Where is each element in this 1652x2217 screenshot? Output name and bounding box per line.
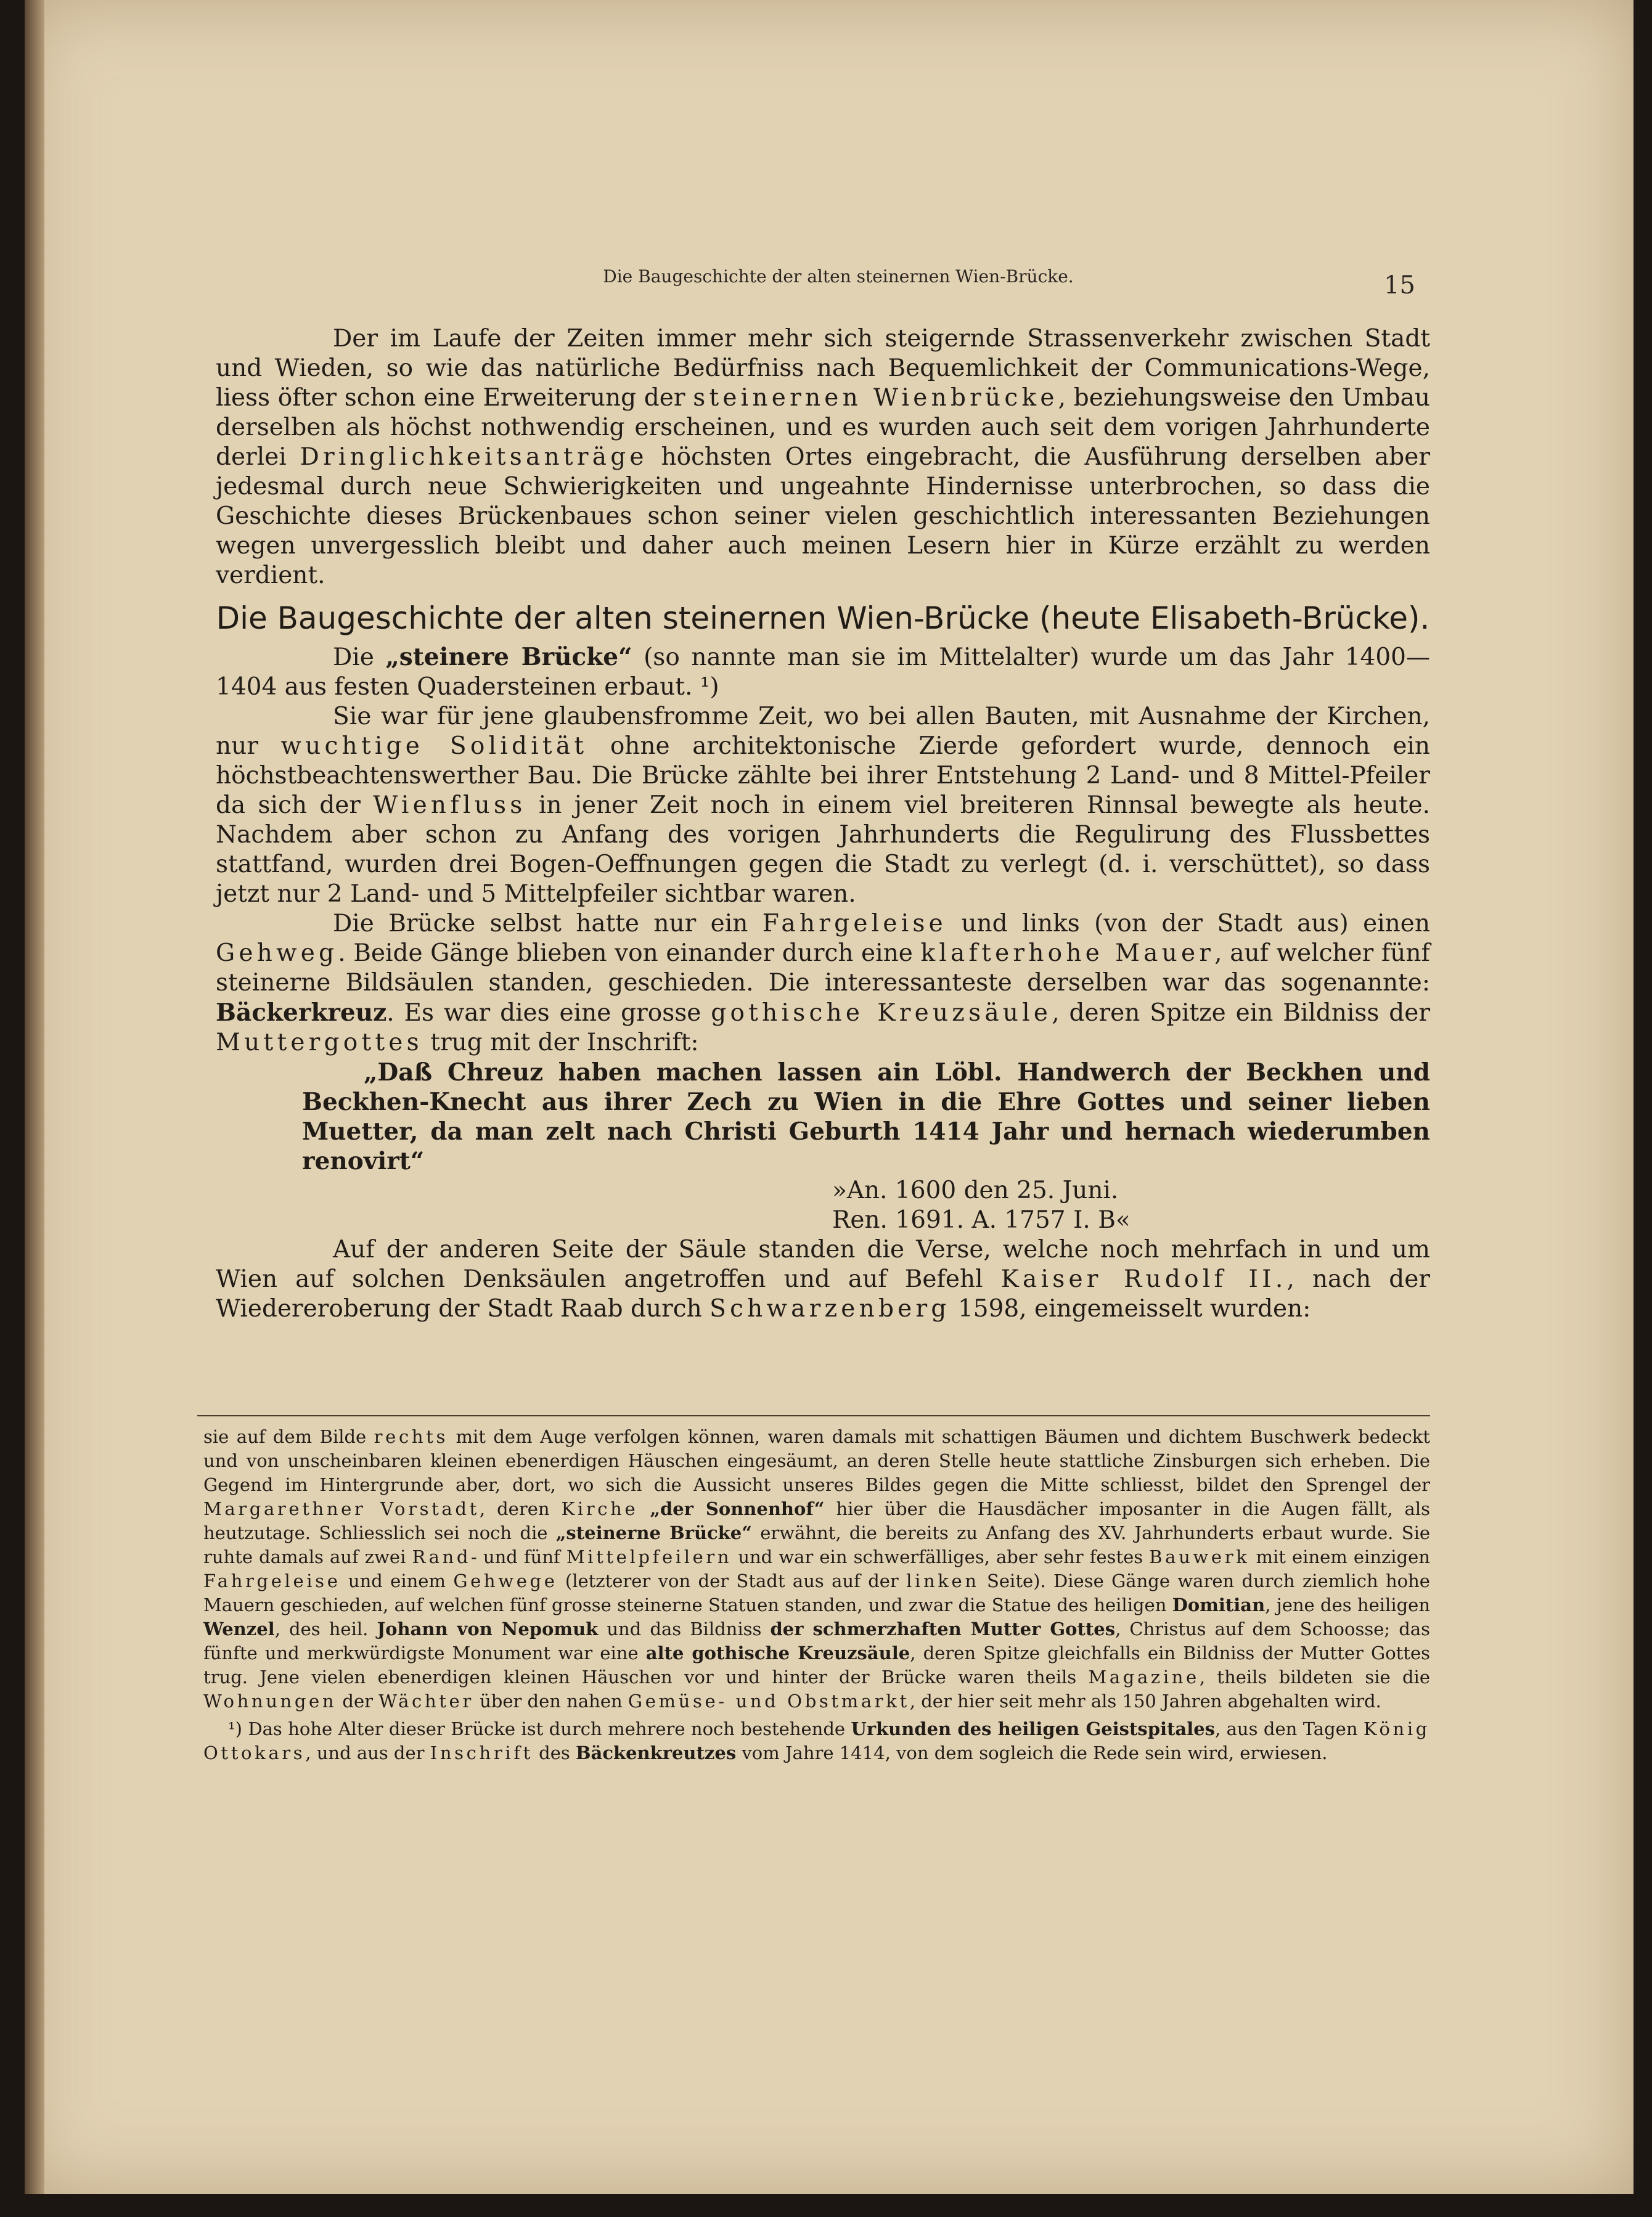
inscription-date-line-1: »An. 1600 den 25. Juni. <box>832 1177 1119 1204</box>
footnote-continuation: sie auf dem Bilde rechts mit dem Auge verfolgen können, waren damals mit schattigen Bäumen und dichtem Buschwerk bedeckt und von unscheinbaren kleinen ebenerdigen Häuschen eingesäumt, an deren Stelle heute stattliche Zinsburgen sich erheben. Die Gegend im Hintergrunde aber, dort, wo sich die Aussicht unseres Bildes gegen die Mitte schliesst, bildet den Sprengel der Margarethner Vorstadt, deren Kirche „der Sonnenhof“ hier über die Hausdächer imposanter in die Augen fällt, als heutzutage. Schliesslich sei noch die „steinerne Brücke“ erwähnt, die bereits zu Anfang des XV. Jahrhunderts erbaut wurde. Sie ruhte damals auf zwei Rand- und fünf Mittelpfeilern und war ein schwerfälliges, aber sehr festes Bauwerk mit einem einzigen Fahrgeleise und einem Gehwege (letzterer von der Stadt aus auf der linken Seite). Diese Gänge waren durch ziemlich hohe Mauern geschieden, auf welchen fünf grosse steinerne Statuen standen, und zwar die Statue des heiligen Domitian, jene des heiligen Wenzel, des heil. Johann von Nepomuk und das Bildniss der schmerzhaften Mutter Gottes, Christus auf dem Schoosse; das fünfte und merkwürdigste Monument war eine alte gothische Kreuzsäule, deren Spitze gleichfalls ein Bildniss der Mutter Gottes trug. Jene vielen ebenerdigen kleinen Häuschen vor und hinter der Brücke waren theils Magazine, theils bildeten sie die Wohnungen der Wächter über den nahen Gemüse- und Obstmarkt, der hier seit mehr als 150 Jahren abgehalten wird. <box>203 1426 1431 1712</box>
footnotes <box>203 1425 1430 1765</box>
paragraph-built: Die „steinere Brücke“ (so nannte man sie im Mittelalter) wurde um das Jahr 1400—1404 aus festen Quadersteinen erbaut. ¹) <box>216 643 1430 701</box>
section-heading: Die Baugeschichte der alten steinernen Wien-Brücke (heute Elisabeth-Brücke). <box>216 600 1430 636</box>
inscription-quote: „Daß Chreuz haben machen lassen ain Löbl. Handwerch der Beckhen und Beckhen-Knecht aus ihrer Zech zu Wien in die Ehre Gottes und seiner lieben Muetter, da man zelt nach Christi Geburth 1414 Jahr und hernach wiederumben renovirt“ <box>302 1058 1430 1175</box>
paragraph-gehweg: Die Brücke selbst hatte nur ein Fahrgeleise und links (von der Stadt aus) einen Gehweg. Beide Gänge blieben von einander durch eine klafterhohe Mauer, auf welcher fünf steinerne Bildsäulen standen, geschieden. Die interessanteste derselben war das sogenannte: Bäckerkreuz. Es war dies eine grosse gothische Kreuzsäule, deren Spitze ein Bildniss der Muttergottes trug mit der Inschrift: <box>216 910 1430 1056</box>
running-title: Die Baugeschichte der alten steinernen Wien-Brücke. <box>603 266 1074 287</box>
page-binding-edge <box>25 0 44 2194</box>
footnote-1: ¹) Das hohe Alter dieser Brücke ist durch mehrere noch bestehende Urkunden des heiligen Geistspitales, aus den Tagen König Ottokars, und aus der Inschrift des Bäckenkreutzes vom Jahre 1414, von dem sogleich die Rede sein wird, erwiesen. <box>203 1718 1430 1763</box>
intro-paragraph: Der im Laufe der Zeiten immer mehr sich steigernde Strassenverkehr zwischen Stadt und Wieden, so wie das natürliche Bedürfniss nach Bequemlichkeit der Communications-Wege, liess öfter schon eine Erweiterung der steinernen Wienbrücke, beziehungsweise den Umbau derselben als höchst nothwendig erscheinen, und es wurden auch seit dem vorigen Jahrhunderte derlei Dringlichkeitsanträge höchsten Ortes eingebracht, die Ausführung derselben aber jedesmal durch neue Schwierigkeiten und ungeahnte Hindernisse unterbrochen, so dass die Geschichte dieses Brückenbaues schon seiner vielen geschichtlich interessanten Beziehungen wegen unvergesslich bleibt und daher auch meinen Lesern hier in Kürze erzählt zu werden verdient. <box>216 325 1431 589</box>
footnote-separator <box>197 1415 1430 1416</box>
paragraph-piers: Sie war für jene glaubensfromme Zeit, wo bei allen Bauten, mit Ausnahme der Kirchen, nur wuchtige Solidität ohne architektonische Zierde gefordert wurde, dennoch ein höchstbeachtenswerther Bau. Die Brücke zählte bei ihrer Entstehung 2 Land- und 8 Mittel-Pfeiler da sich der Wienfluss in jener Zeit noch in einem viel breiteren Rinnsal bewegte als heute. Nachdem aber schon zu Anfang des vorigen Jahrhunderts die Regulirung des Flussbettes stattfand, wurden drei Bogen-Oeffnungen gegen die Stadt zu verlegt (d. i. verschüttet), so dass jetzt nur 2 Land- und 5 Mittelpfeiler sichtbar waren. <box>216 703 1430 908</box>
main-text <box>216 324 1430 1324</box>
page-number: 15 <box>1384 271 1415 300</box>
paragraph-verses: Auf der anderen Seite der Säule standen die Verse, welche noch mehrfach in und um Wien auf solchen Denksäulen angetroffen und auf Befehl Kaiser Rudolf II., nach der Wiedereroberung der Stadt Raab durch Schwarzenberg 1598, eingemeisselt wurden: <box>216 1236 1430 1323</box>
inscription-date-line-2: Ren. 1691. A. 1757 I. B« <box>832 1206 1131 1234</box>
book-page <box>25 0 1634 2194</box>
